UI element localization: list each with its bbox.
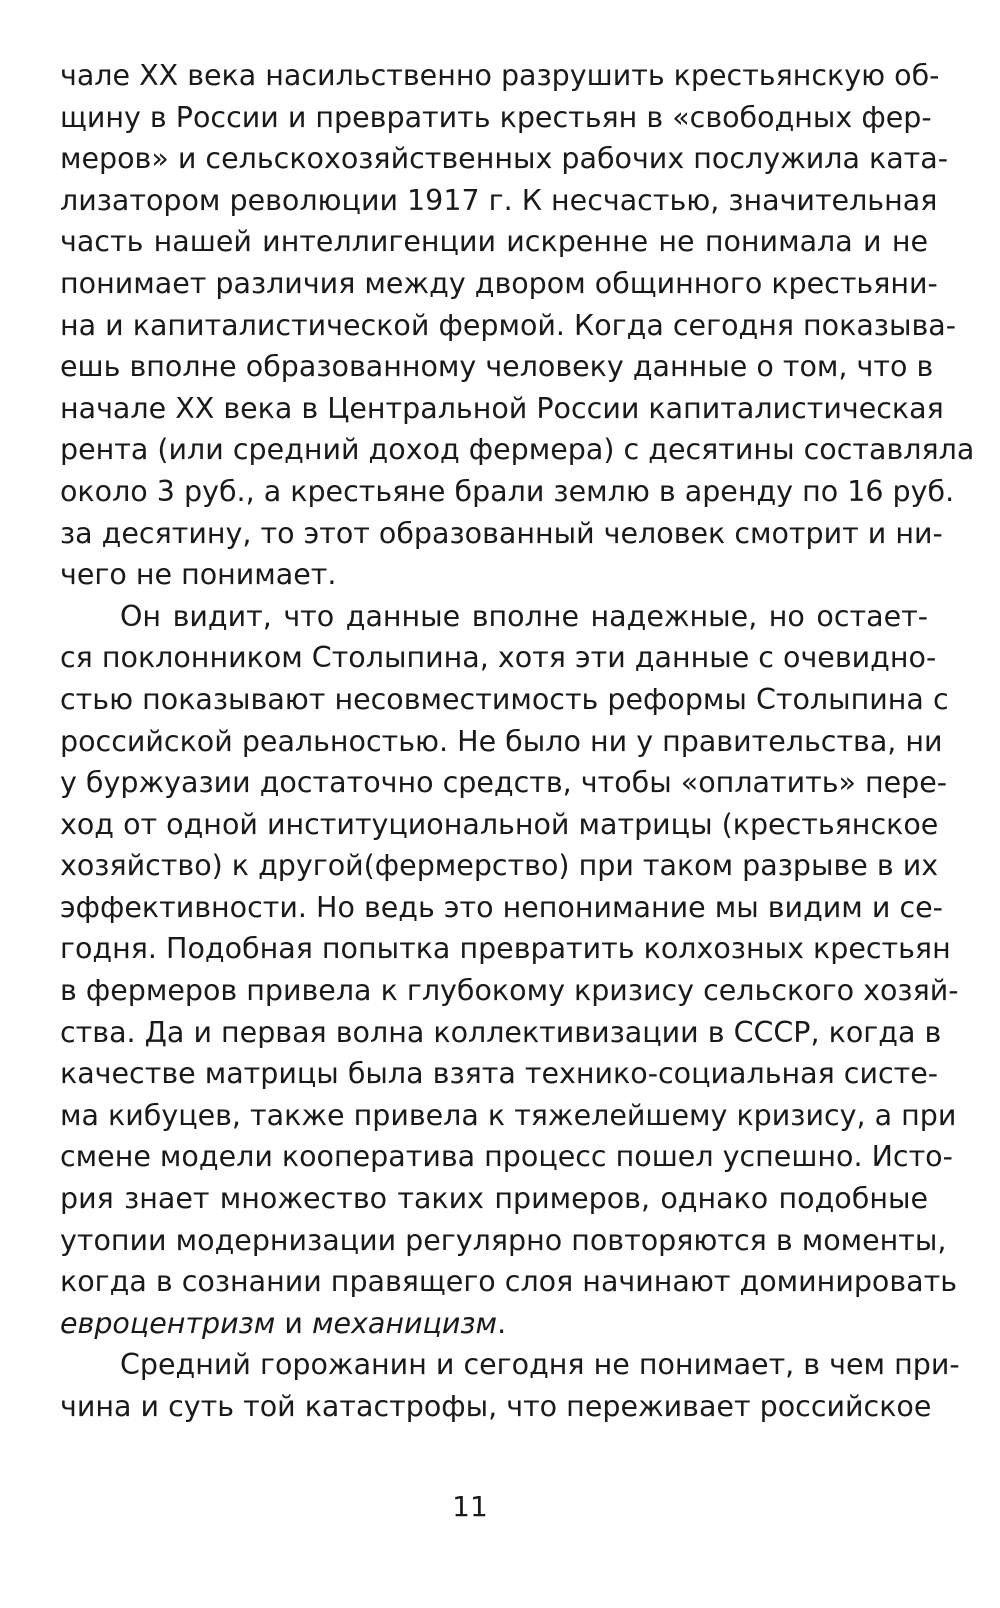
text-line: начале XX века в Центральной России капиталистическая	[60, 391, 944, 425]
paragraph	[60, 55, 975, 596]
text-line: когда в сознании правящего слоя начинают доминировать	[60, 1265, 958, 1299]
text-line: чале XX века насильственно разрушить крестьянскую об-	[60, 59, 940, 92]
text-line: часть нашей интеллигенции искренне не понимала и не	[60, 225, 928, 259]
text-line: качестве матрицы была взята технико-социальная систе-	[60, 1057, 939, 1091]
text-line: чего не понимает.	[60, 558, 337, 592]
text-line: в фермеров привела к глубокому кризису сельского хозяй-	[60, 974, 959, 1008]
emphasized-term: механицизм	[311, 1306, 498, 1340]
text-line: лизатором революции 1917 г. К несчастью, значительная	[60, 183, 938, 217]
text-line-with-emphasis	[60, 1303, 928, 1345]
text-line: на и капиталистической фермой. Когда сегодня показыва-	[60, 308, 956, 342]
text-line: меров» и сельскохозяйственных рабочих послужила ката-	[60, 142, 949, 176]
page-number: 11	[452, 1490, 488, 1523]
text-line: щину в России и превратить крестьян в «свободных фер-	[60, 100, 932, 134]
paragraph	[60, 596, 959, 1345]
text-line: Средний горожанин и сегодня не понимает, в чем при-	[120, 1348, 960, 1382]
text-line: годня. Подобная попытка превратить колхозных крестьян	[60, 932, 951, 966]
text-line: российской реальностью. Не было ни у правительства, ни	[60, 724, 943, 758]
text-line: рента (или средний доход фермера) с десятины составляла	[60, 433, 975, 467]
text-line: стью показывают несовместимость реформы Столыпина с	[60, 682, 949, 716]
text-line: понимает различия между двором общинного крестьяни-	[60, 266, 938, 300]
text-line: за десятину, то этот образованный человек смотрит и ни-	[60, 516, 943, 550]
text-line: ства. Да и первая волна коллективизации в СССР, когда в	[60, 1015, 942, 1049]
text-line: хозяйство) к другой(фермерство) при таком разрыве в их	[60, 849, 939, 883]
text-line: чина и суть той катастрофы, что переживает российское	[60, 1390, 932, 1423]
text-line: эффективности. Но ведь это непонимание мы видим и се-	[60, 890, 943, 924]
text-line: смене модели кооператива процесс пошел успешно. Исто-	[60, 1140, 953, 1174]
text-line: около 3 руб., а крестьяне брали землю в аренду по 16 руб.	[60, 474, 955, 508]
text-line: ход от одной институциональной матрицы (крестьянское	[60, 807, 939, 841]
sentence-end: .	[497, 1306, 507, 1340]
text-line: Он видит, что данные вполне надежные, но остает-	[120, 599, 928, 633]
body-text	[60, 55, 975, 1428]
emphasized-term: евроцентризм	[60, 1306, 276, 1340]
text-line: ма кибуцев, также привела к тяжелейшему кризису, а при	[60, 1098, 957, 1132]
text-line: рия знает множество таких примеров, однако подобные	[60, 1182, 928, 1216]
text-line: ся поклонником Столыпина, хотя эти данные с очевидно-	[60, 641, 937, 675]
text-line: у буржуазии достаточно средств, чтобы «оплатить» пере-	[60, 766, 948, 800]
text-line: утопии модернизации регулярно повторяются в моменты,	[60, 1223, 947, 1257]
text-line: ешь вполне образованному человеку данные о том, что в	[60, 350, 934, 384]
paragraph	[60, 1344, 960, 1427]
connector-text: и	[275, 1306, 312, 1340]
